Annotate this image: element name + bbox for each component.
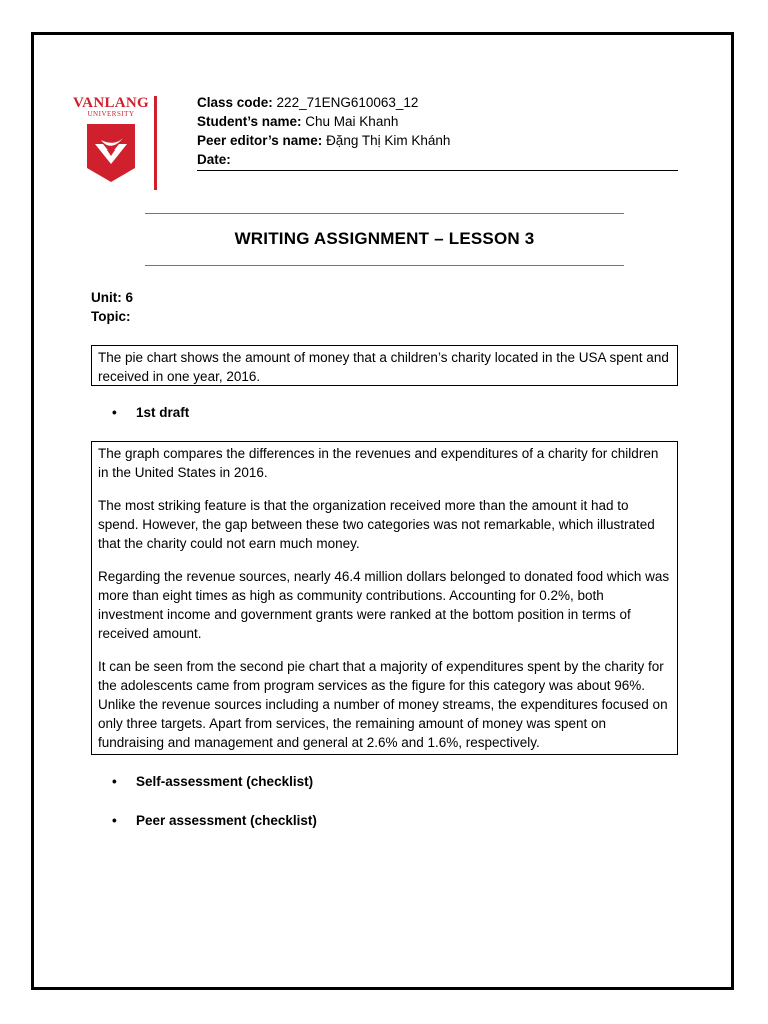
bullet-peer-assessment: [112, 813, 317, 828]
peer-editor-label: Peer editor’s name:: [197, 133, 323, 148]
prompt-box: [91, 345, 678, 386]
prompt-text: The pie chart shows the amount of money that a children’s charity located in the USA spent and received in one year, 2016.: [98, 350, 669, 384]
title-rule-top: [145, 213, 624, 214]
logo-subtitle: UNIVERSITY: [87, 110, 135, 118]
date-label: Date:: [197, 152, 231, 167]
bullet-dot-icon: •: [112, 405, 117, 420]
date-line: [197, 150, 231, 169]
bullet-first-draft: [112, 405, 189, 420]
peer-editor-value: Đặng Thị Kim Khánh: [326, 133, 451, 148]
bullet-peer-assessment-label: Peer assessment (checklist): [136, 813, 317, 828]
draft-paragraph: The most striking feature is that the organization received more than the amount it had to spend. However, the gap between these two categories was not remarkable, which illustrated that the charity could not earn much money.: [98, 498, 655, 551]
logo-divider: [154, 96, 157, 190]
topic-label: Topic:: [91, 309, 131, 324]
logo-name: VANLANG: [72, 95, 149, 111]
bullet-self-assessment-label: Self-assessment (checklist): [136, 774, 314, 789]
bullet-first-draft-label: 1st draft: [136, 405, 190, 420]
bullet-self-assessment: [112, 774, 313, 789]
class-code-label: Class code:: [197, 95, 273, 110]
bullet-dot-icon: •: [112, 813, 117, 828]
title-rule-bottom: [145, 265, 624, 266]
page-title: WRITING ASSIGNMENT – LESSON 3: [234, 229, 535, 248]
student-name-value: Chu Mai Khanh: [305, 114, 399, 129]
student-name-line: [197, 112, 398, 131]
shield-icon: [85, 122, 137, 184]
class-code-line: [197, 93, 418, 112]
unit-label: Unit: 6: [91, 290, 133, 305]
peer-editor-line: [197, 131, 450, 150]
draft-box: [91, 441, 678, 755]
draft-paragraph: It can be seen from the second pie chart that a majority of expenditures spent by the charity for the adolescents came from program services as the figure for this category was about 96%. Unlike the revenue sources including a number of money streams, the expenditures focused on only three targets. Apart from services, the remaining amount of money was spent on fundraising and management and general at 2.6% and 1.6%, respectively.: [98, 659, 668, 750]
header-underline: [197, 170, 678, 171]
class-code-value: 222_71ENG610063_12: [276, 95, 419, 110]
university-logo: [72, 95, 152, 190]
bullet-dot-icon: •: [112, 774, 117, 789]
student-name-label: Student’s name:: [197, 114, 302, 129]
draft-paragraph: The graph compares the differences in the revenues and expenditures of a charity for children in the United States in 2016.: [98, 446, 659, 480]
draft-paragraph: Regarding the revenue sources, nearly 46.4 million dollars belonged to donated food which was more than eight times as high as community contributions. Accounting for 0.2%, both investment income and government grants were ranked at the bottom position in terms of received amount.: [98, 569, 670, 641]
